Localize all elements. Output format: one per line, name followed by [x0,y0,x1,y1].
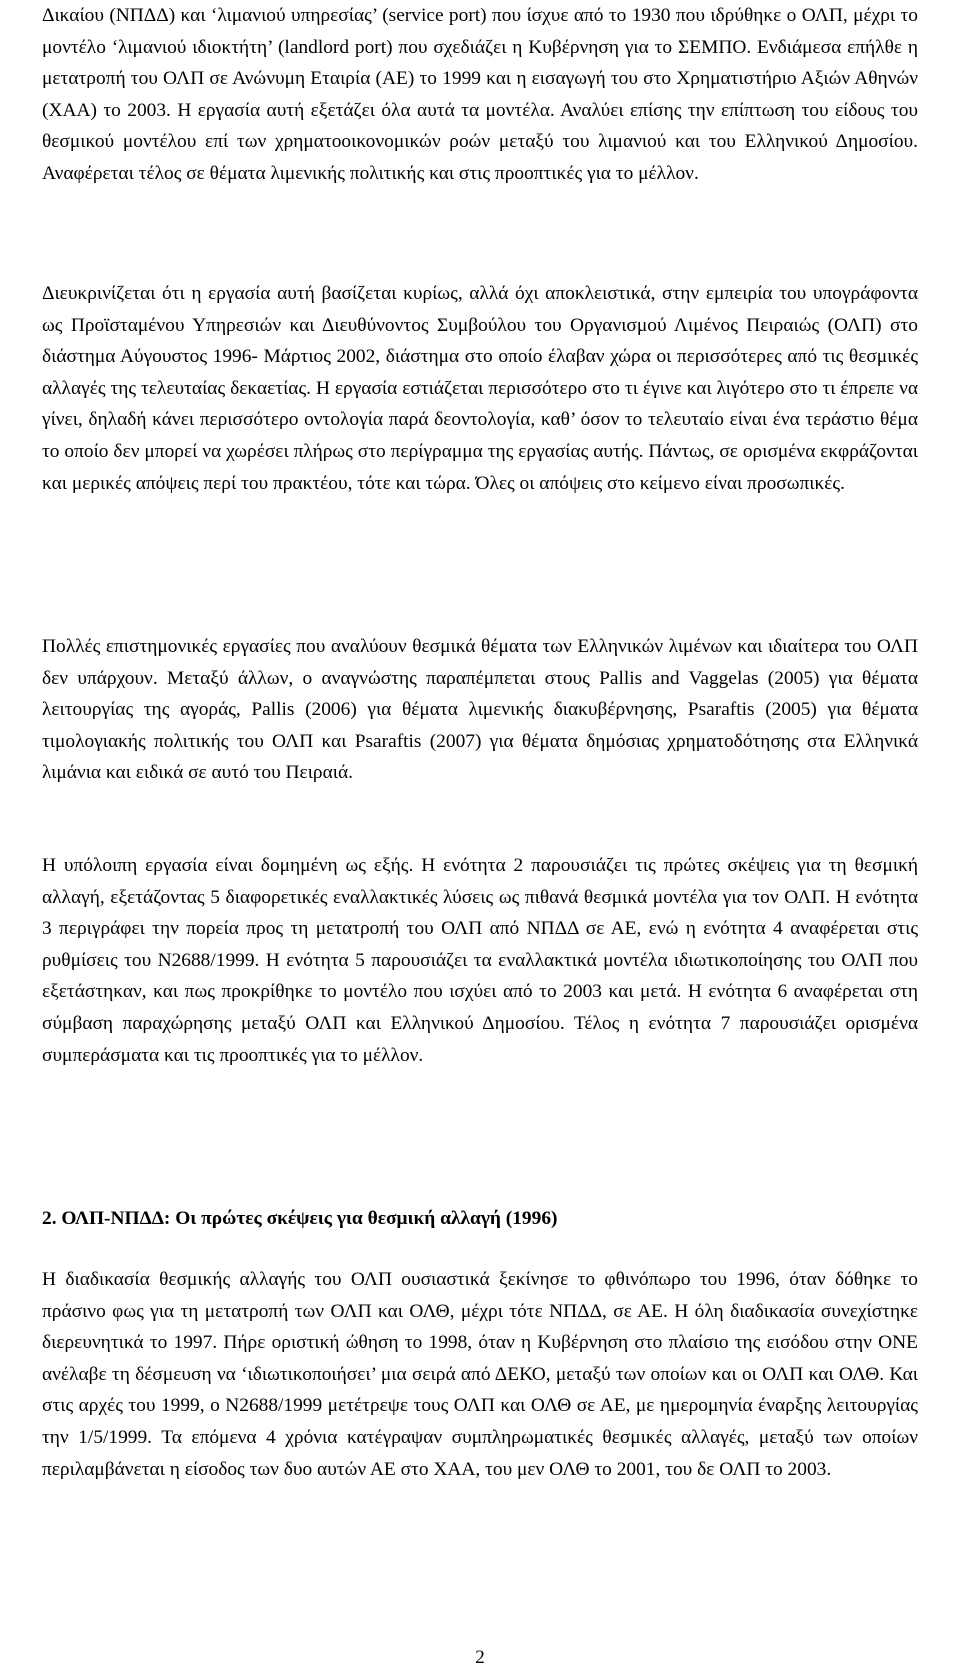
section-heading: 2. ΟΛΠ-ΝΠΔΔ: Οι πρώτες σκέψεις για θεσμική αλλαγή (1996) [42,1208,558,1229]
paragraph-clarification: Διευκρινίζεται ότι η εργασία αυτή βασίζεται κυρίως, αλλά όχι αποκλειστικά, στην εμπειρία του υπογράφοντα ως Προϊσταμένου Υπηρεσιών και Διευθύνοντος Συμβούλου του Οργανισμού Λιμένος Πειραιώς (ΟΛΠ) στο διάστημα Αύγουστος 1996- Μάρτιος 2002, διάστημα στο οποίο έλαβαν χώρα οι περισσότερες από τις θεσμικές αλλαγές της τελευταίας δεκαετίας. Η εργασία εστιάζεται περισσότερο στο τι έγινε και λιγότερο στο τι έπρεπε να γίνει, δηλαδή κάνει περισσότερο οντολογία παρά δεοντολογία, καθ’ όσον το τελευταίο είναι ένα τεράστιο θέμα το οποίο δεν μπορεί να χωρέσει πλήρως στο περίγραμμα της εργασίας αυτής. Πάντως, σε ορισμένα εκφράζονται και μερικές απόψεις περί του πρακτέου, τότε και τώρα. Όλες οι απόψεις στο κείμενο είναι προσωπικές. [42,283,918,494]
paragraph-literature: Πολλές επιστημονικές εργασίες που αναλύουν θεσμικά θέματα των Ελληνικών λιμένων και ιδιαίτερα του ΟΛΠ δεν υπάρχουν. Μεταξύ άλλων, ο αναγνώστης παραπέμπεται στους Pallis and Vaggelas (2005) για θέματα λειτουργίας της αγοράς, Pallis (2006) για θέματα λιμενικής διακυβέρνησης, Psaraftis (2005) για θέματα τιμολογιακής πολιτικής του ΟΛΠ και Psaraftis (2007) για θέματα δημόσιας χρηματοδότησης στα Ελληνικά λιμάνια και ειδικά σε αυτό του Πειραιά. [42,636,918,784]
paragraph-intro-models: Δικαίου (ΝΠΔΔ) και ‘λιμανιού υπηρεσίας’ (service port) που ίσχυε από το 1930 που ιδρύθηκε ο ΟΛΠ, μέχρι το μοντέλο ‘λιμανιού ιδιοκτήτη’ (landlord port) που σχεδιάζει η Κυβέρνηση για το ΣΕΜΠΟ. Ενδιάμεσα επήλθε η μετατροπή του ΟΛΠ σε Ανώνυμη Εταιρία (ΑΕ) το 1999 και η εισαγωγή του στο Χρηματιστήριο Αξιών Αθηνών (ΧΑΑ) το 2003. Η εργασία αυτή εξετάζει όλα αυτά τα μοντέλα. Αναλύει επίσης την επίπτωση του είδους του θεσμικού μοντέλου επί των χρηματοοικονομικών ροών μεταξύ του λιμανιού και του Ελληνικού Δημοσίου. Αναφέρεται τέλος σε θέματα λιμενικής πολιτικής και στις προοπτικές για το μέλλον. [42,5,918,184]
paragraph-institutional-change: Η διαδικασία θεσμικής αλλαγής του ΟΛΠ ουσιαστικά ξεκίνησε το φθινόπωρο του 1996, όταν δόθηκε το πράσινο φως για τη μετατροπή των ΟΛΠ και ΟΛΘ, μέχρι τότε ΝΠΔΔ, σε ΑΕ. Η όλη διαδικασία συνεχίστηκε διερευνητικά το 1997. Πήρε οριστική ώθηση το 1998, όταν η Κυβέρνηση στο πλαίσιο της εισόδου στην ΟΝΕ ανέλαβε τη δέσμευση να ‘ιδιωτικοποιήσει’ μια σειρά από ΔΕΚΟ, μεταξύ των οποίων και οι ΟΛΠ και ΟΛΘ. Και στις αρχές του 1999, ο Ν2688/1999 μετέτρεψε τους ΟΛΠ και ΟΛΘ σε ΑΕ, με ημερομηνία έναρξης λειτουργίας την 1/5/1999. Τα επόμενα 4 χρόνια κατέγραψαν συμπληρωματικές θεσμικές αλλαγές, μεταξύ των οποίων περιλαμβάνεται η είσοδος των δυο αυτών ΑΕ στο ΧΑΑ, του μεν ΟΛΘ το 2001, του δε ΟΛΠ το 2003. [42,1269,918,1480]
paragraph-structure: Η υπόλοιπη εργασία είναι δομημένη ως εξής. Η ενότητα 2 παρουσιάζει τις πρώτες σκέψεις για τη θεσμική αλλαγή, εξετάζοντας 5 διαφορετικές εναλλακτικές λύσεις ως πιθανά θεσμικά μοντέλα για τον ΟΛΠ. Η ενότητα 3 περιγράφει την πορεία προς τη μετατροπή του ΟΛΠ από ΝΠΔΔ σε ΑΕ, ενώ η ενότητα 4 αναφέρεται στις ρυθμίσεις του Ν2688/1999. Η ενότητα 5 παρουσιάζει τα εναλλακτικά μοντέλα ιδιωτικοποίησης του ΟΛΠ που εξετάστηκαν, και πως προκρίθηκε το μοντέλο που ισχύει από το 2003 και μετά. Η ενότητα 6 αναφέρεται στη σύμβαση παραχώρησης μεταξύ ΟΛΠ και Ελληνικού Δημοσίου. Τέλος η ενότητα 7 παρουσιάζει ορισμένα συμπεράσματα και τις προοπτικές για το μέλλον. [42,855,918,1066]
page-number: 2 [475,1647,485,1668]
